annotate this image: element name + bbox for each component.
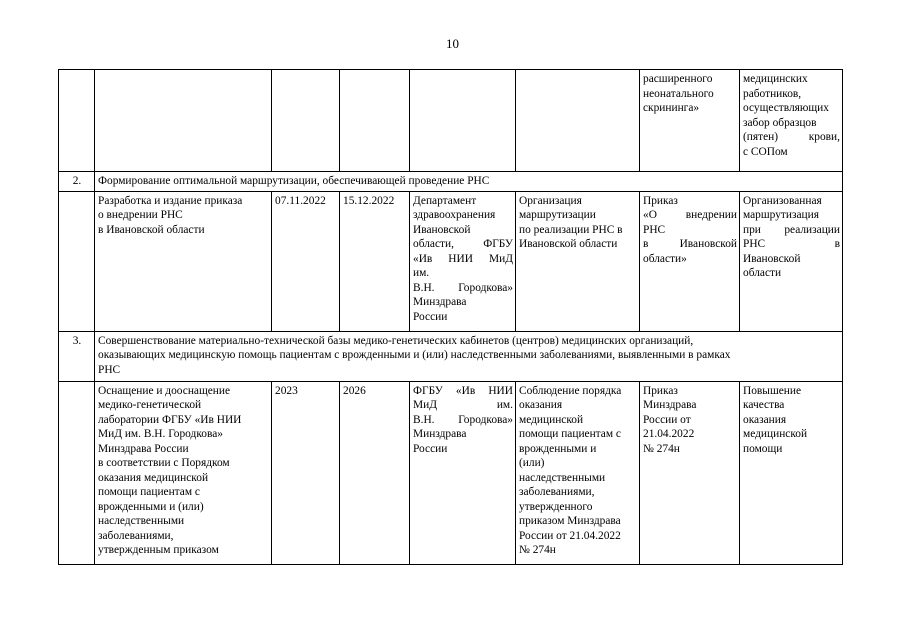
cell-activity xyxy=(95,70,272,172)
cell-document: Приказ «О внедрении РНС в Ивановской области» xyxy=(640,191,740,331)
page-number: 10 xyxy=(446,36,459,51)
section-header-row xyxy=(59,331,843,381)
section-header-row xyxy=(59,172,843,192)
cell-responsible: Департамент здравоохранения Ивановской области, ФГБУ «Ив НИИ МиД им. В.Н. Городкова» Минздрава России xyxy=(410,191,516,331)
section-number: 3. xyxy=(59,331,95,381)
cell-outcome: Повышение качества оказания медицинской помощи xyxy=(740,381,843,564)
cell-number xyxy=(59,191,95,331)
table-row xyxy=(59,381,843,564)
cell-responsible: ФГБУ «Ив НИИ МиД им. В.Н. Городкова» Минздрава России xyxy=(410,381,516,564)
cell-expected-result: Организация маршрутизации по реализации РНС в Ивановской области xyxy=(516,191,640,331)
cell-end-date: 15.12.2022 xyxy=(340,191,410,331)
section-title: Формирование оптимальной маршрутизации, обеспечивающей проведение РНС xyxy=(95,172,843,192)
cell-activity: Оснащение и дооснащение медико-генетической лаборатории ФГБУ «Ив НИИ МиД им. В.Н. Городкова» Минздрава России в соответствии с Порядком оказания медицинской помощи пациентам с врожденными и (или) наследственными заболеваниями, утвержденным приказом xyxy=(95,381,272,564)
plan-table xyxy=(58,69,843,565)
cell-activity: Разработка и издание приказа о внедрении РНС в Ивановской области xyxy=(95,191,272,331)
cell-number xyxy=(59,70,95,172)
cell-outcome: Организованная маршрутизация при реализации РНС в Ивановской области xyxy=(740,191,843,331)
cell-expected-result xyxy=(516,70,640,172)
table-row xyxy=(59,191,843,331)
section-number: 2. xyxy=(59,172,95,192)
table-row-continuation xyxy=(59,70,843,172)
cell-end-date: 2026 xyxy=(340,381,410,564)
cell-start-date xyxy=(272,70,340,172)
cell-document: Приказ Минздрава России от 21.04.2022 № 274н xyxy=(640,381,740,564)
cell-start-date: 2023 xyxy=(272,381,340,564)
cell-responsible xyxy=(410,70,516,172)
section-title: Совершенствование материально-технической базы медико-генетических кабинетов (центров) медицинских организаций, оказывающих медицинскую помощь пациентам с врожденными и (или) наследственными заболеваниями, выявленными в рамках РНС xyxy=(95,331,843,381)
cell-outcome: медицинских работников, осуществляющих забор образцов (пятен) крови, с СОПом xyxy=(740,70,843,172)
cell-end-date xyxy=(340,70,410,172)
cell-document: расширенного неонатального скрининга» xyxy=(640,70,740,172)
cell-number xyxy=(59,381,95,564)
cell-expected-result: Соблюдение порядка оказания медицинской помощи пациентам с врожденными и (или) наследственными заболеваниями, утвержденного приказом Минздрава России от 21.04.2022 № 274н xyxy=(516,381,640,564)
cell-start-date: 07.11.2022 xyxy=(272,191,340,331)
